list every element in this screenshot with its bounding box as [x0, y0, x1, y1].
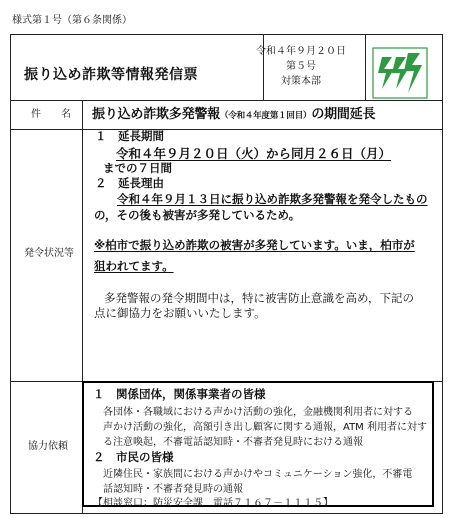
subject-divider [11, 129, 442, 130]
request-line-1: 多発警報の発令期間中は，特に被害防止意識を高め，下記の [104, 291, 415, 305]
group1-line-3: る注意喚起，不審電話認知時・不審者発見時における通報 [103, 437, 363, 448]
issuer: 対策本部 [281, 76, 321, 87]
group1-line-2: 声かけ活動の強化，高額引き出し顧客に関する通報，ATM 利用者に対す [103, 422, 427, 433]
subject-main: 振り込め詐欺多発警報 [92, 107, 221, 122]
subject-label: 件 名 [31, 109, 71, 120]
section1-heading: １ 延長期間 [95, 129, 164, 143]
subject-text [92, 103, 375, 122]
group2-line-1: 近隣住民・家族間における声かけやコミュニケーション強化，不審電 [103, 469, 413, 480]
contact-info: 【相談窓口：防災安全課 電話７１６７－１１１５】 [93, 498, 333, 509]
alert-line-2: 狙われてます。 [94, 259, 174, 273]
group2-line-2: 話認知時・不審者発見時の通報 [103, 484, 243, 495]
kashiwa-city-emblem-icon [372, 47, 428, 99]
issue-block [238, 44, 364, 89]
extension-period: 令和４年９月２０日（火）から同月２６日（月） [116, 146, 392, 161]
cooperation-label: 協力依頼 [28, 441, 68, 452]
reason-line-2: の，その後も被害が多発しているため。 [94, 208, 301, 222]
situation-label: 発令状況等 [24, 248, 74, 259]
header-divider [11, 100, 442, 101]
subject-tail: の期間延長 [311, 107, 376, 122]
subject-fiscal-note: （令和４年度第１回目） [220, 111, 312, 121]
request-line-2: 点に御協力をお願いいたします。 [94, 306, 266, 320]
reason-line-1: 令和４年９月１３日に振り込め詐欺多発警報を発令したもの [117, 192, 428, 206]
alert-line-1: ※柏市で振り込め詐欺の被害が多発しています。いま，柏市が [94, 238, 415, 252]
issue-date: 令和４年９月２０日 [256, 46, 346, 57]
section2-heading: ２ 延長理由 [95, 176, 164, 190]
group1-heading: １ 関係団体，関係事業者の皆様 [93, 387, 266, 401]
form-number: 様式第１号（第６条関係） [12, 15, 132, 26]
extension-duration: までの７日間 [103, 161, 172, 175]
group1-line-1: 各団体・各職域における声かけ活動の強化，金融機関利用者に対する [103, 407, 413, 418]
issue-number: 第５号 [286, 61, 316, 72]
group2-heading: ２ 市民の皆様 [93, 450, 174, 464]
logo-divider [365, 35, 366, 100]
page-title: 振り込め詐欺等情報発信票 [24, 67, 198, 83]
